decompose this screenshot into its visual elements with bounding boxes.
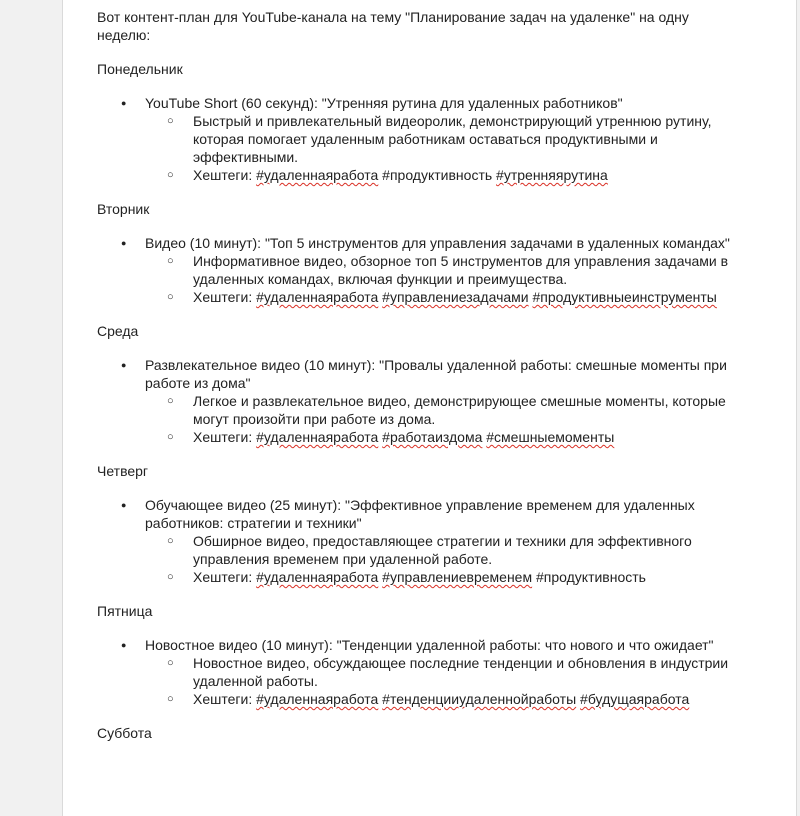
document-body[interactable] [97,8,737,758]
video-title: YouTube Short (60 секунд): "Утренняя рутина для удаленных работников" [145,95,623,111]
day-list-wednesday [97,356,737,446]
hashtag: #управлениевременем [382,569,533,585]
video-description: ○ Быстрый и привлекательный видеоролик, демонстрирующий утреннюю рутину, которая помогает удаленным работникам оставаться продуктивными и эффективными. [193,112,737,166]
day-title-wednesday: Среда [97,323,139,339]
document-page[interactable] [62,0,797,816]
video-description: ○ Обширное видео, предоставляющее стратегии и техники для эффективного управления временем при удаленной работе. [193,532,737,568]
video-details [145,392,737,446]
hashtag: #продуктивность [535,569,646,585]
video-title: Новостное видео (10 минут): "Тенденции удаленной работы: что нового и что ожидает" [145,637,714,653]
hashtag: #продуктивность [382,167,493,183]
hashtag: #удаленнаяработа [256,429,379,445]
hashtags-label: Хештеги: [193,289,253,305]
hashtag: #утренняярутина [496,167,608,183]
hashtags-line [193,428,737,446]
day-title-tuesday: Вторник [97,201,150,217]
video-details [145,252,737,306]
day-list-friday [97,636,737,708]
hashtags-line [193,690,737,708]
day-list-thursday [97,496,737,586]
hashtag: #работаиздома [382,429,483,445]
hashtags-line [193,166,737,184]
video-description: ○ Информативное видео, обзорное топ 5 инструментов для управления задачами в удаленных командах, включая функции и преимущества. [193,252,737,288]
day-list-tuesday [97,234,737,306]
day-title-thursday: Четверг [97,463,149,479]
day-title-friday: Пятница [97,603,153,619]
hashtag: #будущаяработа [580,691,690,707]
hashtag: #смешныемоменты [486,429,615,445]
video-description: ○ Новостное видео, обсуждающее последние тенденции и обновления в индустрии удаленной работы. [193,654,737,690]
day-title-saturday: Суббота [97,725,152,741]
intro-paragraph: Вот контент-план для YouTube-канала на тему "Планирование задач на удаленке" на одну неделю: [97,9,689,43]
hashtag: #удаленнаяработа [256,691,379,707]
video-item [145,356,737,446]
hashtags-label: Хештеги: [193,569,253,585]
hashtag: #удаленнаяработа [256,569,379,585]
video-title: Обучающее видео (25 минут): "Эффективное управление временем для удаленных работников: стратегии и техники" [145,497,695,531]
hashtag: #тенденцииудаленнойработы [382,691,577,707]
day-title-monday: Понедельник [97,61,183,77]
hashtags-label: Хештеги: [193,167,253,183]
hashtags-line [193,568,737,586]
hashtags-label: Хештеги: [193,429,253,445]
hashtags-line [193,288,737,306]
video-title: Видео (10 минут): "Топ 5 инструментов для управления задачами в удаленных командах" [145,235,730,251]
day-list-monday [97,94,737,184]
video-item [145,94,737,184]
hashtag: #удаленнаяработа [256,167,379,183]
video-details [145,112,737,184]
hashtag: #продуктивныеинструменты [532,289,717,305]
video-description: ○ Легкое и развлекательное видео, демонстрирующее смешные моменты, которые могут произойти при работе из дома. [193,392,737,428]
video-item [145,636,737,708]
hashtags-label: Хештеги: [193,691,253,707]
video-details [145,654,737,708]
video-title: Развлекательное видео (10 минут): "Провалы удаленной работы: смешные моменты при работе из дома" [145,357,727,391]
video-details [145,532,737,586]
video-item [145,496,737,586]
hashtag: #управлениезадачами [382,289,529,305]
video-item [145,234,737,306]
hashtag: #удаленнаяработа [256,289,379,305]
